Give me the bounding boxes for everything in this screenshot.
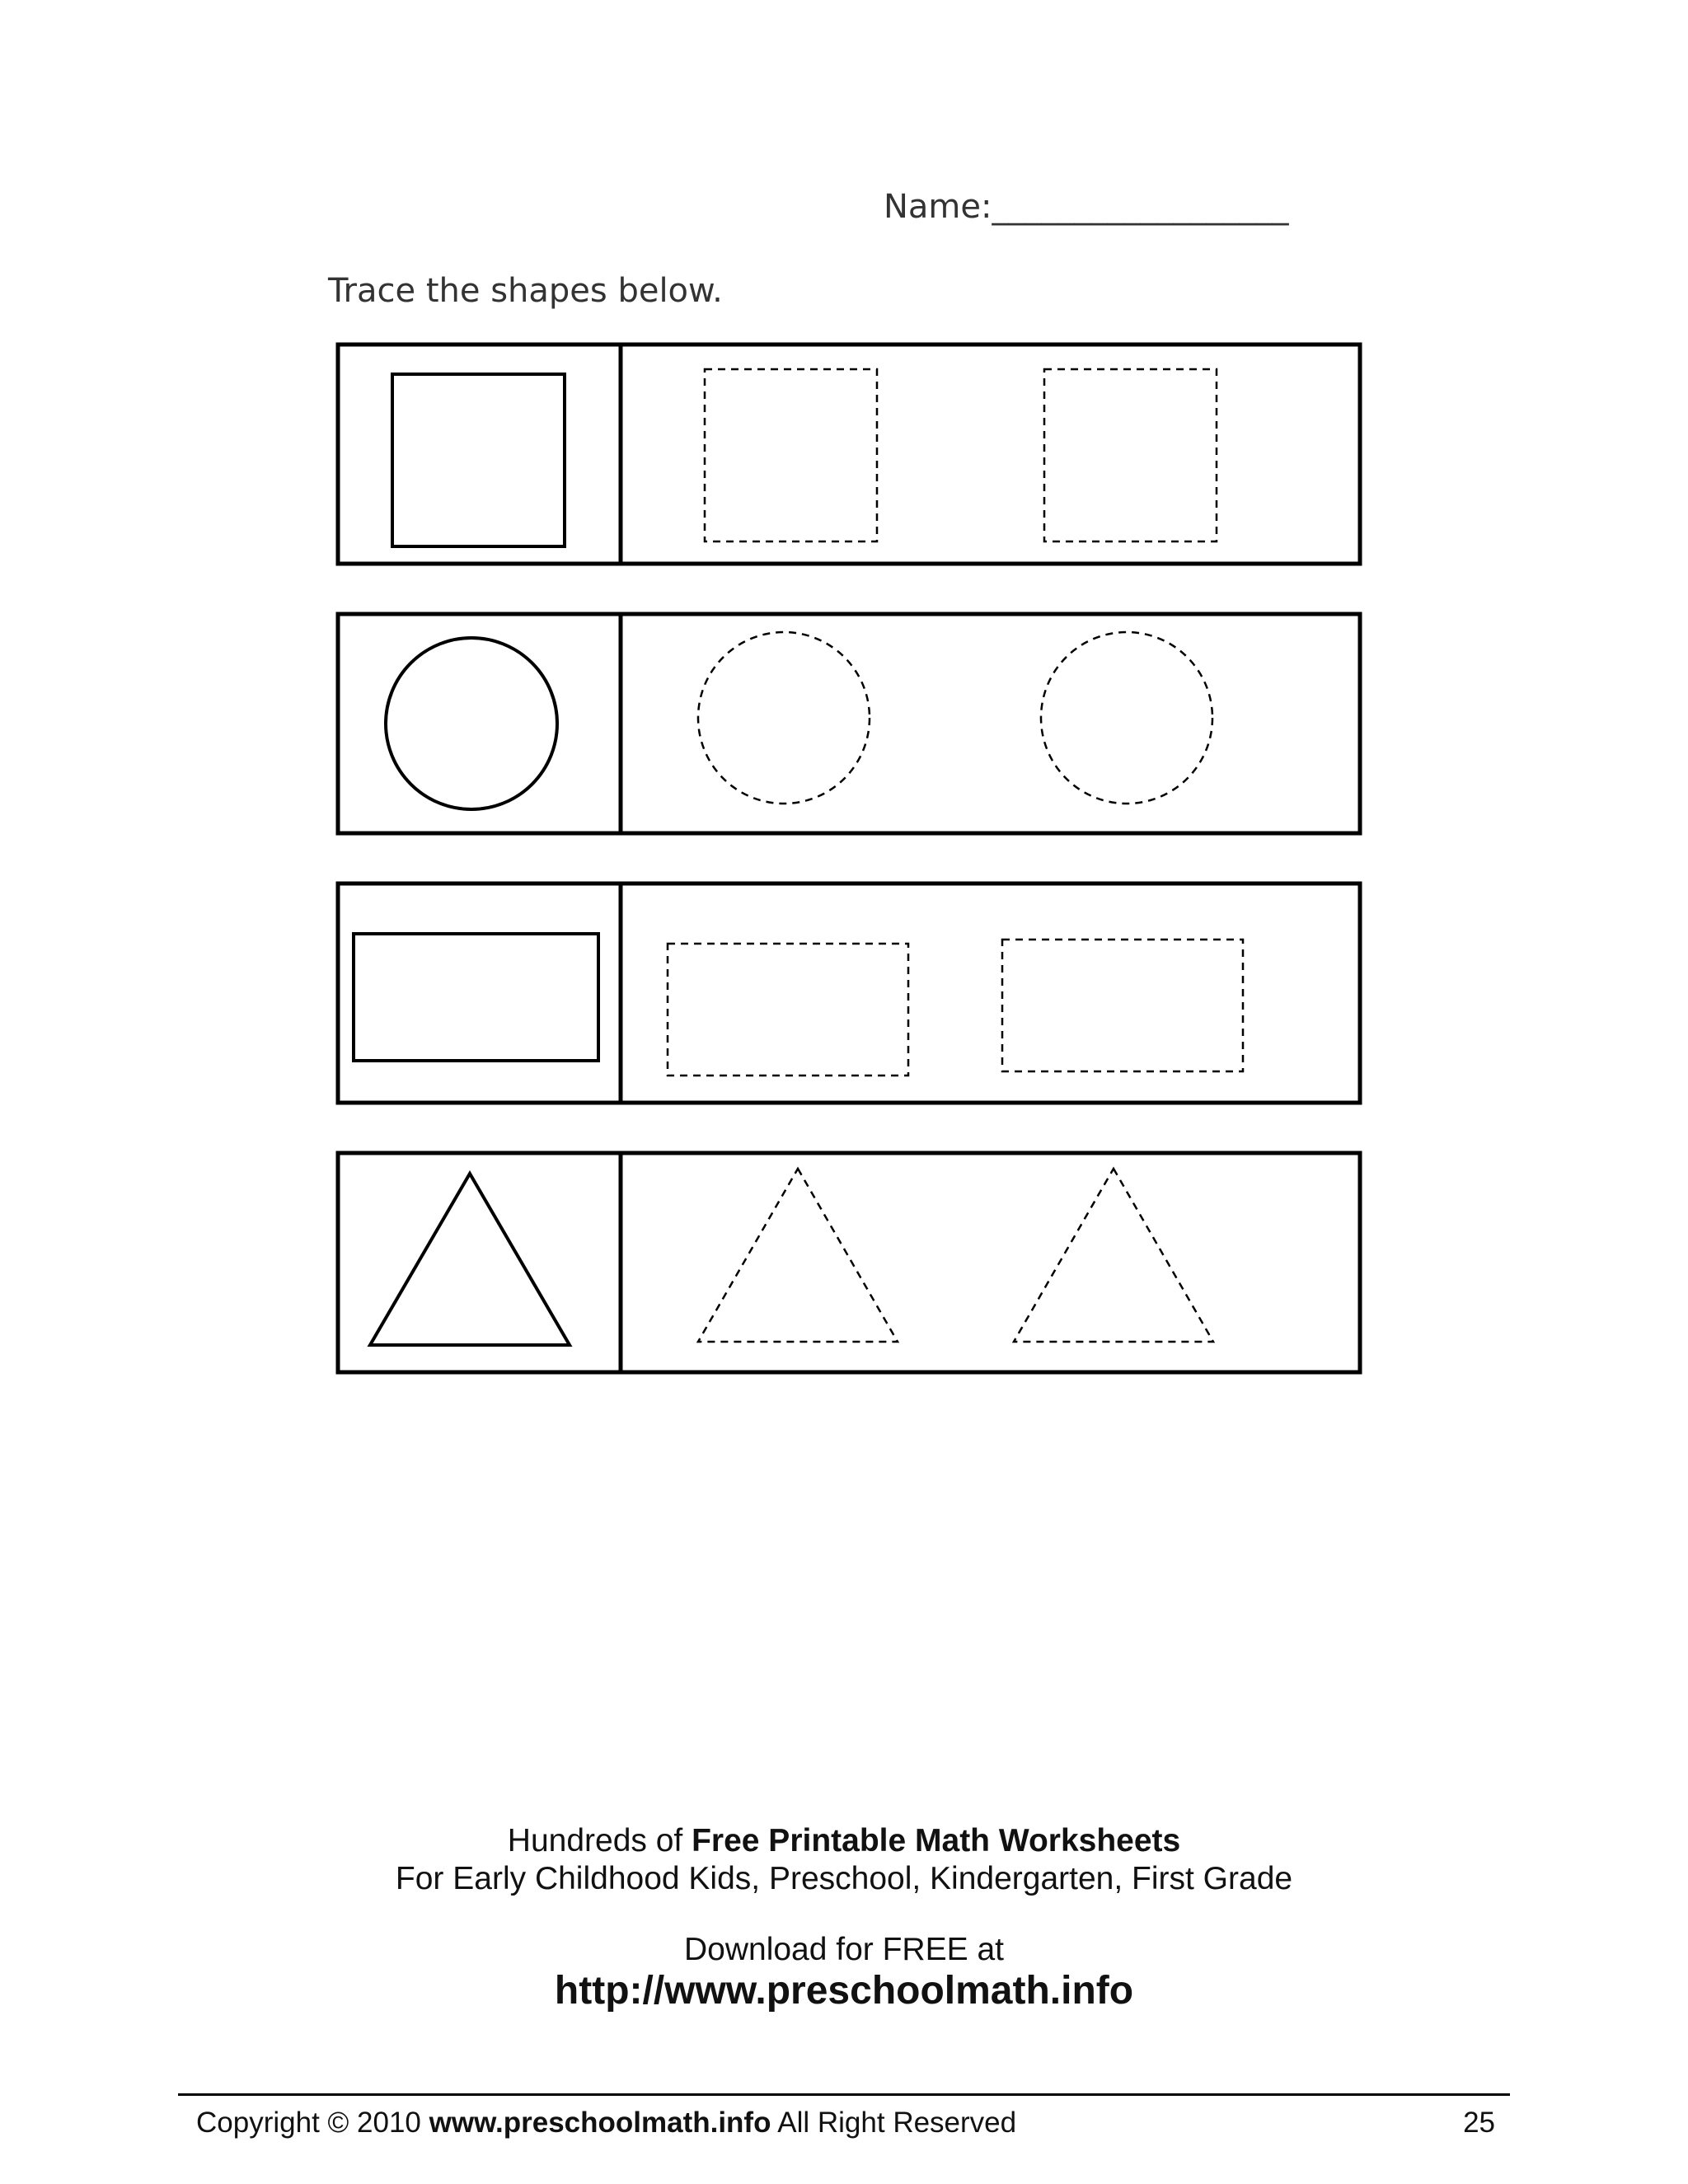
- trace-circle: [1041, 632, 1212, 804]
- copyright-prefix: Copyright © 2010: [196, 2107, 429, 2139]
- model-triangle: [370, 1174, 570, 1345]
- model-circle: [386, 638, 557, 809]
- site-url: http://www.preschoolmath.info: [554, 1969, 1134, 2013]
- page-number: 25: [1463, 2107, 1495, 2139]
- promo-line-1: [0, 1823, 1688, 1859]
- promo-prefix: Hundreds of: [507, 1823, 692, 1858]
- promo-line-2: For Early Childhood Kids, Preschool, Kindergarten, First Grade: [395, 1861, 1293, 1896]
- name-blank: __________________: [992, 188, 1289, 226]
- trace-rectangle: [668, 944, 908, 1076]
- trace-triangle: [1014, 1169, 1213, 1342]
- shape-row-square: [338, 344, 1360, 564]
- row-frame: [338, 614, 1360, 833]
- trace-square: [705, 369, 877, 541]
- row-frame: [338, 883, 1360, 1103]
- shape-row-rectangle: [338, 883, 1360, 1103]
- download-text: Download for FREE at: [683, 1932, 1004, 1967]
- model-rectangle: [354, 934, 598, 1061]
- copyright-suffix: All Right Reserved: [771, 2107, 1017, 2139]
- copyright-site: www.preschoolmath.info: [429, 2107, 771, 2139]
- trace-square: [1044, 369, 1217, 541]
- footer-divider: [178, 2093, 1510, 2096]
- row-frame: [338, 344, 1360, 564]
- model-square: [392, 374, 565, 546]
- shape-row-circle: [338, 614, 1360, 833]
- promo-highlight: Free Printable Math Worksheets: [692, 1823, 1181, 1858]
- copyright: [196, 2107, 1016, 2139]
- trace-rectangle: [1002, 940, 1243, 1071]
- row-frame: [338, 1153, 1360, 1372]
- instructions: Trace the shapes below.: [328, 272, 723, 310]
- trace-circle: [698, 632, 870, 804]
- shape-row-triangle: [338, 1153, 1360, 1372]
- name-label: Name:: [884, 188, 992, 226]
- trace-triangle: [698, 1169, 898, 1342]
